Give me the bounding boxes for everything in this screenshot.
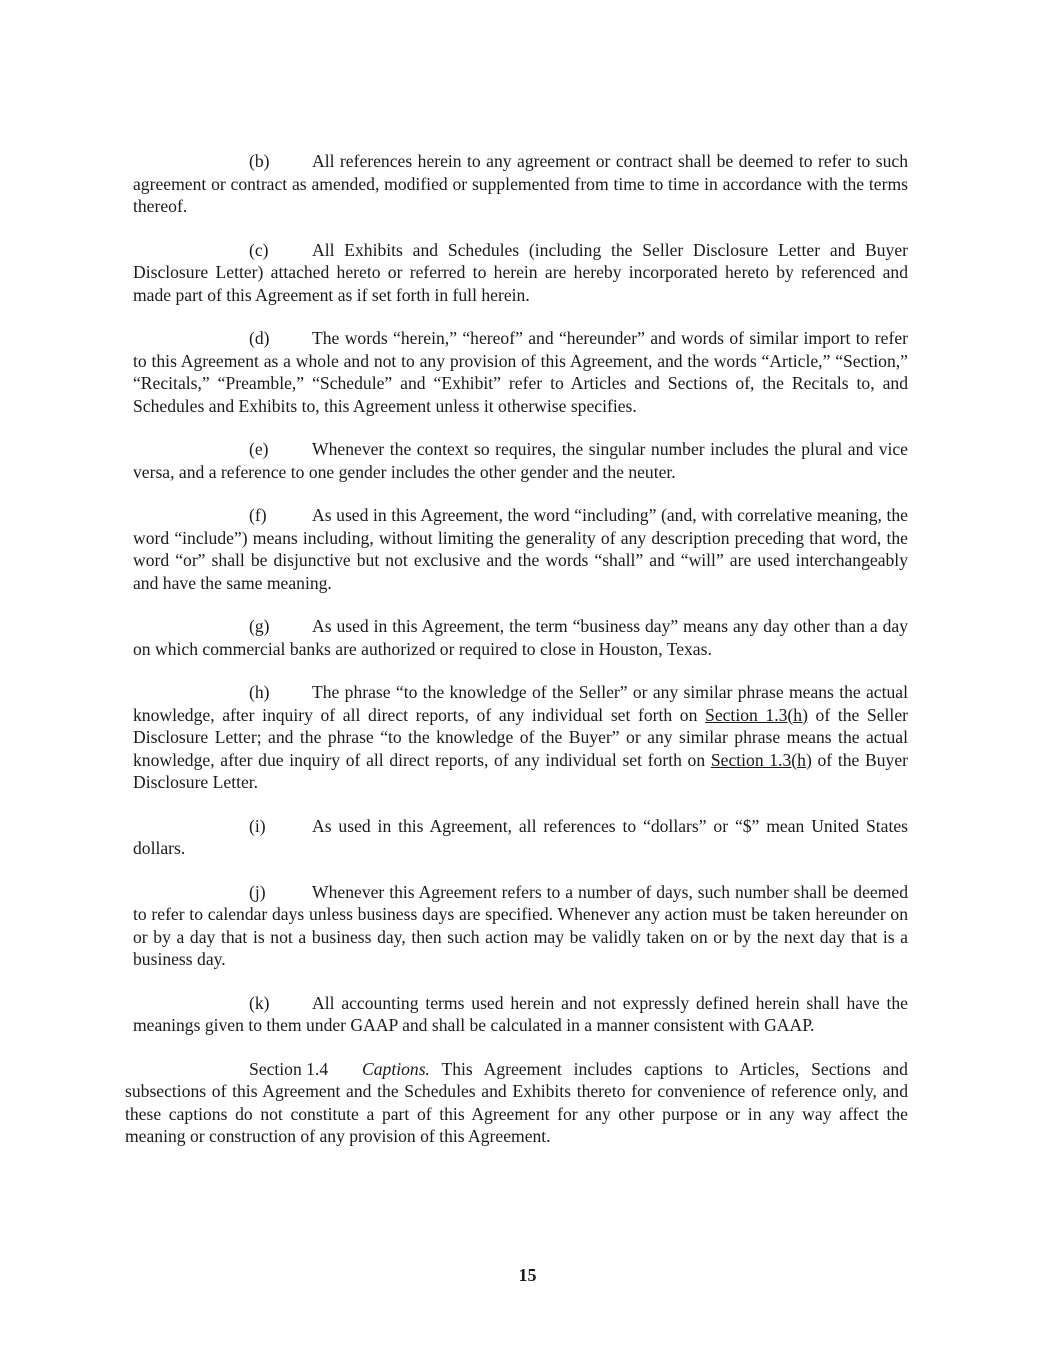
section-text: This Agreement includes captions to Articles, Sections and subsections of this Agreement and the Schedules and Exhibits thereto for convenience of reference only, and these captions do not constitute a part of this Agreement for any other purpose or in any way affect the meaning or construction of any provision of this Agreement. (125, 1058, 908, 1146)
paragraph-text: Whenever this Agreement refers to a number of days, such number shall be deemed to refer to calendar days unless business days are specified. Whenever any action must be taken hereunder on or by a day that is not a business day, then such action may be validly taken on or by the next day that is a business day. (133, 881, 908, 969)
paragraph-b (133, 150, 908, 218)
paragraph-e (133, 438, 908, 483)
paragraph-label: (b) (249, 151, 270, 171)
paragraph-text: As used in this Agreement, the term “business day” means any day other than a day on which commercial banks are authorized or required to close in Houston, Texas. (133, 616, 908, 659)
paragraph-text: The phrase “to the knowledge of the Seller” or any similar phrase means the actual knowledge, after inquiry of all direct reports, of any individual set forth on (133, 682, 908, 725)
page-body (125, 150, 908, 1169)
paragraph-text: As used in this Agreement, the word “including” (and, with correlative meaning, the word “include”) means including, without limiting the generality of any description preceding that word, the word “or” shall be disjunctive but not exclusive and the words “shall” and “will” are used interchangeably and have the same meaning. (133, 505, 908, 593)
paragraph-i (133, 815, 908, 860)
paragraph-d (133, 327, 908, 417)
paragraph-text: Whenever the context so requires, the singular number includes the plural and vice versa, and a reference to one gender includes the other gender and the neuter. (133, 439, 908, 482)
paragraph-label: (e) (249, 439, 269, 459)
section-reference-link: Section 1.3(h) (705, 704, 808, 725)
paragraph-text: of the Seller Disclosure Letter; and the phrase “to the knowledge of the Buyer” or any similar phrase means the actual knowledge, after due inquiry of all direct reports, of any individual set forth on (133, 704, 908, 770)
section-number: Section 1.4 (249, 1058, 329, 1079)
paragraph-c (133, 239, 908, 307)
paragraph-label: (c) (249, 239, 269, 260)
paragraph-label: (g) (249, 616, 270, 636)
paragraph-g (133, 615, 908, 660)
section-1-4 (125, 1058, 908, 1148)
section-caption: Captions. (362, 1058, 430, 1079)
paragraph-text: The words “herein,” “hereof” and “hereunder” and words of similar import to refer to this Agreement as a whole and not to any provision of this Agreement, and the words “Article,” “Section,” “Recitals,” “Preamble,” “Schedule” and “Exhibit” refer to Articles and Sections of, the Recitals to, and Schedules and Exhibits to, this Agreement unless it otherwise specifies. (133, 328, 908, 416)
paragraph-h (133, 681, 908, 794)
paragraph-text: of the Buyer Disclosure Letter. (133, 749, 908, 792)
paragraph-label: (f) (249, 505, 267, 525)
paragraph-text: All references herein to any agreement or contract shall be deemed to refer to such agreement or contract as amended, modified or supplemented from time to time in accordance with the terms thereof. (133, 151, 908, 216)
paragraph-label: (i) (249, 815, 266, 836)
paragraph-j (133, 881, 908, 971)
paragraph-text: All Exhibits and Schedules (including the Seller Disclosure Letter and Buyer Disclosure Letter) attached hereto or referred to herein are hereby incorporated hereto by referenced and made part of this Agreement as if set forth in full herein. (133, 239, 908, 305)
paragraph-label: (d) (249, 328, 270, 348)
paragraph-text: As used in this Agreement, all references to “dollars” or “$” mean United States dollars. (133, 815, 908, 858)
paragraph-f (133, 504, 908, 594)
paragraph-k (133, 992, 908, 1037)
page-number: 15 (518, 1265, 537, 1285)
paragraph-label: (h) (249, 682, 270, 702)
paragraph-label: (k) (249, 992, 270, 1013)
paragraph-text: All accounting terms used herein and not expressly defined herein shall have the meanings given to them under GAAP and shall be calculated in a manner consistent with GAAP. (133, 992, 908, 1035)
paragraph-label: (j) (249, 881, 266, 902)
section-reference-link: Section 1.3(h) (710, 749, 812, 770)
